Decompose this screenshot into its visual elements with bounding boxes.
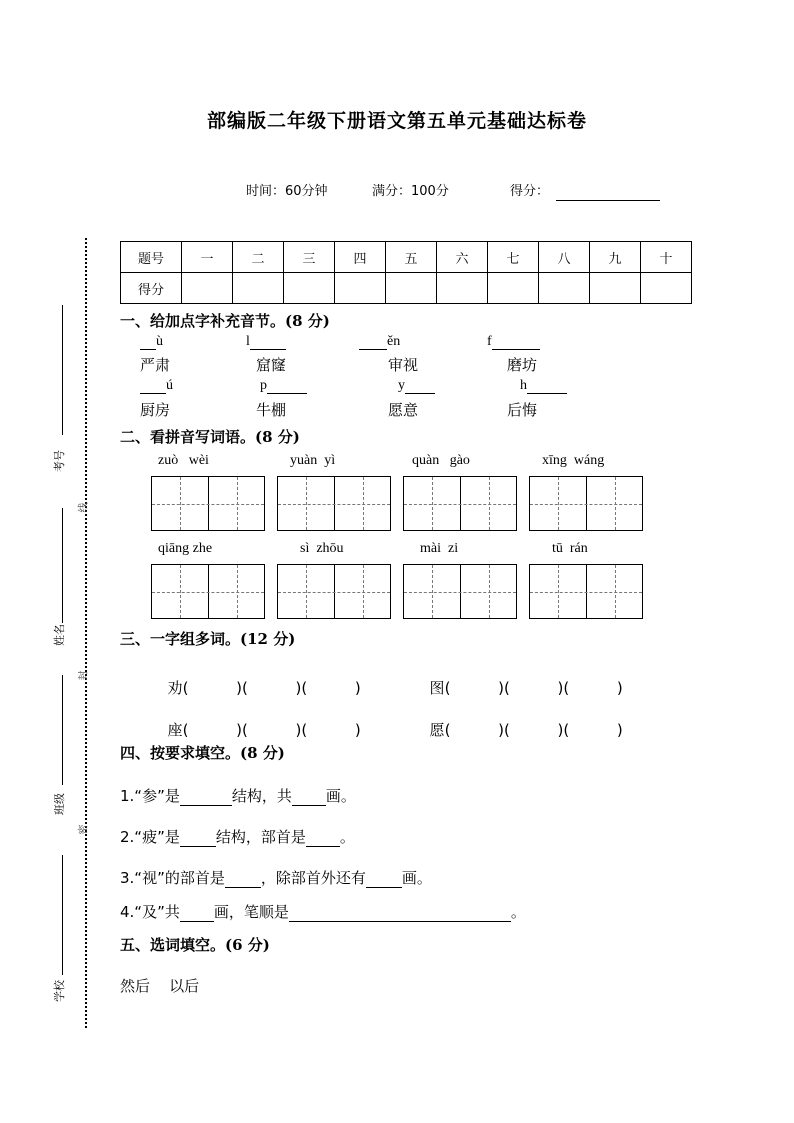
pinyin-prompt: quàn gào xyxy=(412,453,470,468)
score-table-header: 七 xyxy=(488,242,539,273)
word: 厨房 xyxy=(140,401,171,419)
word-group-row[interactable] xyxy=(158,659,361,698)
seal-mark-line: 线 xyxy=(78,502,90,513)
fill-blank[interactable] xyxy=(180,791,232,806)
banji-label: 班级 xyxy=(53,793,66,815)
pinyin-prompt: tū rán xyxy=(552,541,588,556)
fill-text: 。 xyxy=(510,903,526,921)
score-table-header: 八 xyxy=(539,242,590,273)
answer-paren[interactable]: ( ) xyxy=(241,721,302,739)
section-2-title: 二、看拼音写词语。(8 分) xyxy=(120,428,300,446)
xingming-label: 姓名 xyxy=(53,624,66,646)
score-cell[interactable] xyxy=(590,273,641,304)
score-row-label: 得分 xyxy=(121,273,182,304)
fill-text: 1.“参”是 xyxy=(120,787,180,805)
pinyin-prompt: xīng wáng xyxy=(542,453,605,468)
writing-grid[interactable] xyxy=(151,476,265,531)
score-table-header: 四 xyxy=(335,242,386,273)
score-table-header: 二 xyxy=(233,242,284,273)
score-label: 得分： xyxy=(510,184,550,199)
fill-text: 结构，部首是 xyxy=(215,828,306,846)
pinyin-text: ú xyxy=(166,378,173,393)
score-table xyxy=(120,241,692,304)
score-cell[interactable] xyxy=(182,273,233,304)
pinyin-text: f xyxy=(487,334,492,349)
writing-grid[interactable] xyxy=(529,564,643,619)
fill-text: 画，笔顺是 xyxy=(213,903,289,921)
pinyin-blank[interactable] xyxy=(487,334,540,350)
fill-text: ，除部首外还有 xyxy=(260,869,366,887)
score-cell[interactable] xyxy=(539,273,590,304)
fill-text: 画。 xyxy=(401,869,432,887)
fill-text: 画。 xyxy=(325,787,356,805)
word: 愿意 xyxy=(388,401,419,419)
word-group-row[interactable] xyxy=(158,701,361,740)
xingming-line[interactable] xyxy=(62,508,63,623)
base-char: 劝 xyxy=(167,679,183,697)
pinyin-text: y xyxy=(398,378,405,393)
fill-text: 结构，共 xyxy=(231,787,292,805)
xuexiao-line[interactable] xyxy=(62,855,63,975)
word: 严肃 xyxy=(140,356,171,374)
pinyin-blank[interactable] xyxy=(260,378,307,394)
writing-grid[interactable] xyxy=(403,476,517,531)
score-table-score-row xyxy=(121,273,692,304)
score-table-header: 九 xyxy=(590,242,641,273)
pinyin-prompt: yuàn yì xyxy=(290,453,336,468)
pinyin-prompt: qiāng zhe xyxy=(158,541,213,556)
fill-blank[interactable] xyxy=(366,873,402,888)
pinyin-text: ěn xyxy=(387,334,401,349)
answer-paren[interactable]: ( ) xyxy=(301,721,361,739)
section-1-title: 一、给加点字补充音节。(8 分) xyxy=(120,312,330,330)
fill-blank[interactable] xyxy=(306,832,340,847)
section-5-title: 五、选词填空。(6 分) xyxy=(120,936,270,954)
score-table-header: 一 xyxy=(182,242,233,273)
time-info: 时间：60分钟 xyxy=(246,184,328,199)
word: 审视 xyxy=(388,356,419,374)
kaohao-line[interactable] xyxy=(62,305,63,435)
xuexiao-label: 学校 xyxy=(53,980,66,1002)
fill-text: 2.“疲”是 xyxy=(120,828,180,846)
full-score-info: 满分：100分 xyxy=(372,184,449,199)
section-3-title: 三、一字组多词。(12 分) xyxy=(120,630,296,648)
answer-paren[interactable]: ( ) xyxy=(444,721,504,739)
answer-paren[interactable]: ( ) xyxy=(241,679,302,697)
seal-mark-feng: 封 xyxy=(78,670,90,681)
pinyin-text: p xyxy=(260,378,267,393)
binding-dotted-line xyxy=(85,238,87,1028)
answer-paren[interactable]: ( ) xyxy=(563,721,623,739)
answer-paren[interactable]: ( ) xyxy=(301,679,361,697)
fill-blank[interactable] xyxy=(180,832,216,847)
word-group-row[interactable] xyxy=(420,701,623,740)
pinyin-blank[interactable] xyxy=(140,334,163,350)
pinyin-text: ù xyxy=(156,334,163,349)
pinyin-blank[interactable] xyxy=(359,334,400,350)
fill-text: 3.“视”的部首是 xyxy=(120,869,225,887)
score-table-header: 十 xyxy=(641,242,692,273)
answer-paren[interactable]: ( ) xyxy=(444,679,504,697)
score-table-header: 题号 xyxy=(121,242,182,273)
score-cell[interactable] xyxy=(386,273,437,304)
pinyin-prompt: mài zi xyxy=(420,541,459,556)
writing-grid[interactable] xyxy=(403,564,517,619)
base-char: 座 xyxy=(167,721,183,739)
base-char: 图 xyxy=(429,679,445,697)
kaohao-label: 考号 xyxy=(53,450,66,472)
fill-line-3 xyxy=(120,867,432,888)
answer-paren[interactable]: ( ) xyxy=(182,721,242,739)
section-4-title: 四、按要求填空。(8 分) xyxy=(120,744,285,762)
score-cell[interactable] xyxy=(233,273,284,304)
banji-line[interactable] xyxy=(62,675,63,785)
fill-line-4 xyxy=(120,901,526,922)
writing-grid[interactable] xyxy=(151,564,265,619)
fill-blank[interactable] xyxy=(292,791,326,806)
pinyin-blank[interactable] xyxy=(520,378,567,394)
fill-blank[interactable] xyxy=(180,907,214,922)
fill-text: 4.“及”共 xyxy=(120,903,180,921)
score-table-header-row xyxy=(121,242,692,273)
score-cell[interactable] xyxy=(488,273,539,304)
score-table-header: 六 xyxy=(437,242,488,273)
fill-line-2 xyxy=(120,826,355,847)
word-options: 然后 以后 xyxy=(120,977,200,995)
word: 磨坊 xyxy=(507,356,538,374)
seal-mark-mi: 密 xyxy=(78,824,90,835)
writing-grid[interactable] xyxy=(277,476,391,531)
pinyin-blank[interactable] xyxy=(398,378,435,394)
writing-grid[interactable] xyxy=(277,564,391,619)
pinyin-prompt: zuò wèi xyxy=(158,453,209,468)
word: 牛棚 xyxy=(256,401,287,419)
base-char: 愿 xyxy=(429,721,445,739)
score-cell[interactable] xyxy=(641,273,692,304)
writing-grid[interactable] xyxy=(529,476,643,531)
score-cell[interactable] xyxy=(335,273,386,304)
answer-paren[interactable]: ( ) xyxy=(563,679,623,697)
score-cell[interactable] xyxy=(284,273,335,304)
fill-line-1 xyxy=(120,785,356,806)
pinyin-blank[interactable] xyxy=(246,334,286,350)
fill-blank[interactable] xyxy=(289,907,511,922)
word: 窟窿 xyxy=(256,356,287,374)
word: 后悔 xyxy=(507,401,538,419)
fill-text: 。 xyxy=(339,828,355,846)
pinyin-prompt: sì zhōu xyxy=(300,541,344,556)
score-blank[interactable] xyxy=(556,182,660,201)
fill-blank[interactable] xyxy=(225,873,261,888)
score-cell[interactable] xyxy=(437,273,488,304)
answer-paren[interactable]: ( ) xyxy=(503,721,564,739)
page-title: 部编版二年级下册语文第五单元基础达标卷 xyxy=(206,110,587,132)
pinyin-text: h xyxy=(520,378,527,393)
answer-paren[interactable]: ( ) xyxy=(182,679,242,697)
word-group-row[interactable] xyxy=(420,659,623,698)
pinyin-blank[interactable] xyxy=(140,378,173,394)
score-table-header: 三 xyxy=(284,242,335,273)
score-table-header: 五 xyxy=(386,242,437,273)
answer-paren[interactable]: ( ) xyxy=(503,679,564,697)
pinyin-text: l xyxy=(246,334,250,349)
